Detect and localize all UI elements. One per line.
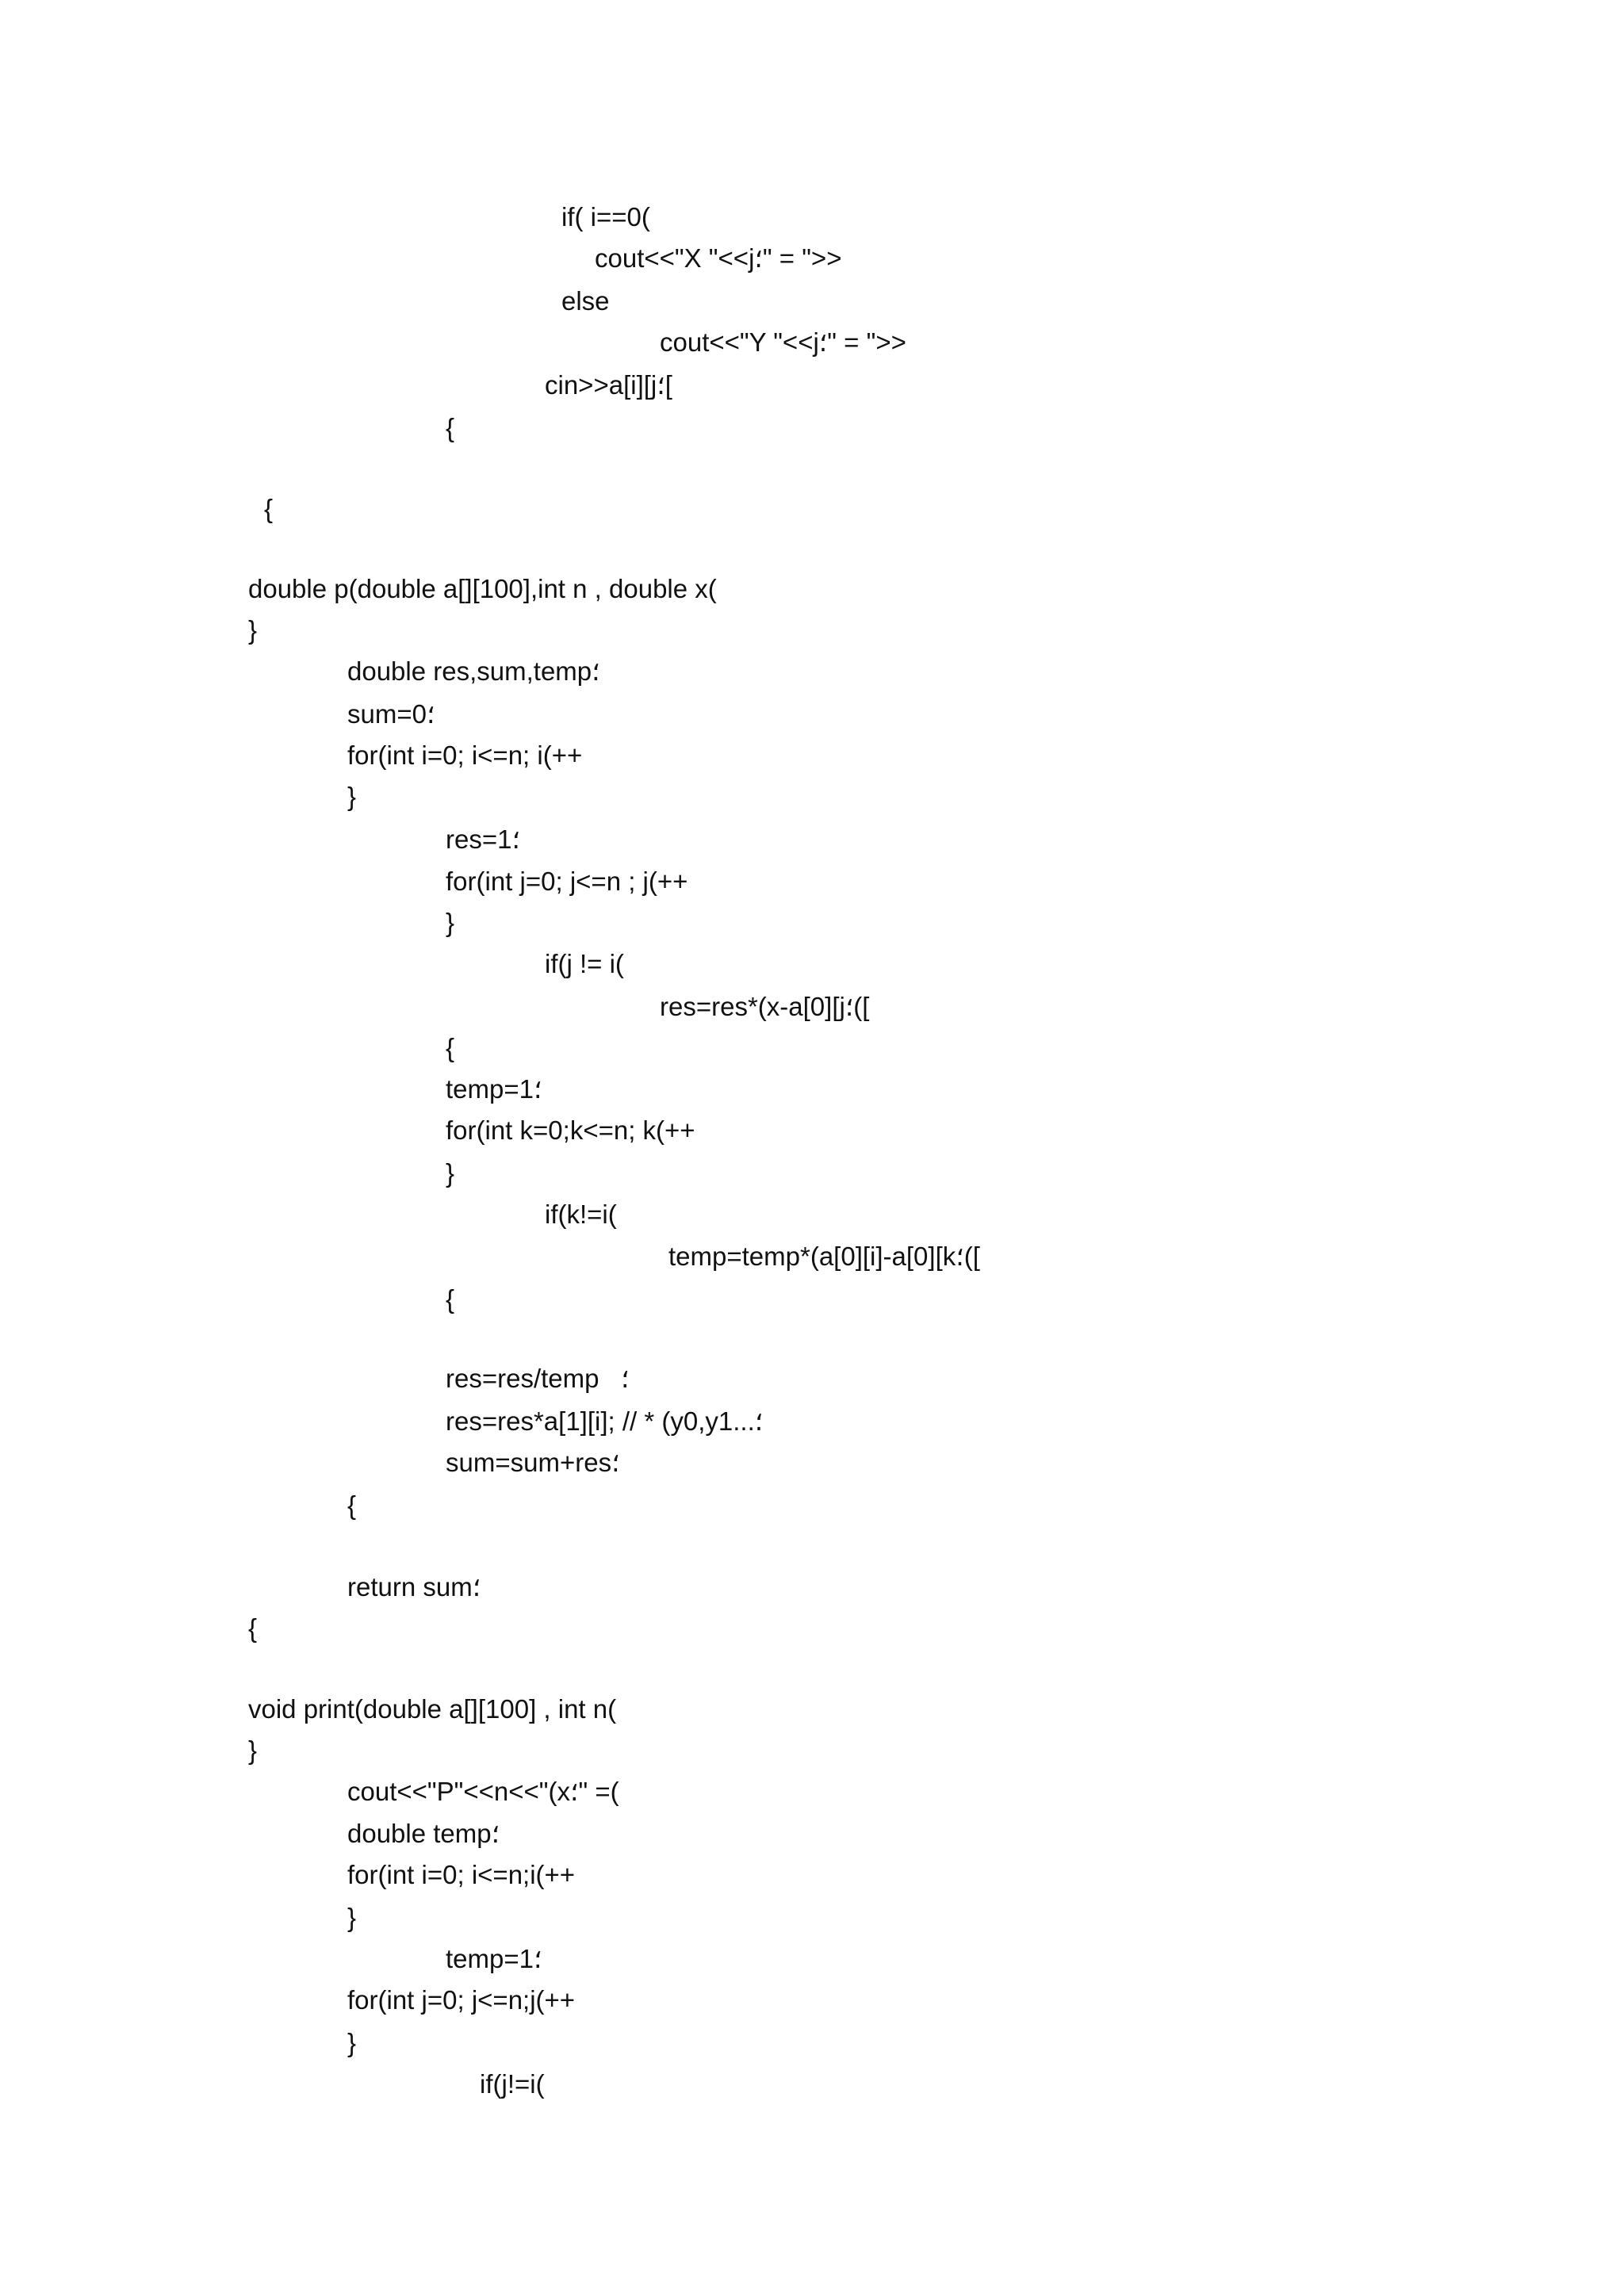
code-line: } bbox=[248, 1735, 258, 1765]
code-line: temp=temp*(a[0][i]-a[0][k؛([ bbox=[668, 1242, 980, 1271]
code-line: sum=sum+res؛ bbox=[446, 1448, 620, 1477]
code-line: cin>>a[i][j؛[ bbox=[545, 370, 672, 400]
code-line: return sum؛ bbox=[347, 1572, 481, 1601]
code-line: res=res*a[1][i]; // * (y0,y1...؛ bbox=[446, 1406, 764, 1436]
code-line: } bbox=[347, 782, 357, 811]
code-line: { bbox=[446, 1033, 455, 1062]
code-line: } bbox=[446, 1158, 455, 1188]
code-line: { bbox=[264, 494, 274, 523]
code-line: { bbox=[446, 413, 455, 442]
code-line: temp=1؛ bbox=[446, 1074, 542, 1104]
code-line: if(j!=i( bbox=[480, 2069, 545, 2099]
code-line: if(k!=i( bbox=[545, 1200, 617, 1229]
code-line: if(j != i( bbox=[545, 949, 624, 978]
code-line: temp=1؛ bbox=[446, 1944, 542, 1973]
code-line: else bbox=[561, 286, 610, 316]
code-line: double p(double a[][100],int n , double x( bbox=[248, 574, 717, 603]
code-line: for(int i=0; i<=n;i(++ bbox=[347, 1860, 576, 1889]
code-line: res=res*(x-a[0][j؛([ bbox=[660, 992, 870, 1021]
code-line: void print(double a[][100] , int n( bbox=[248, 1694, 617, 1724]
code-line: } bbox=[347, 2028, 357, 2057]
code-line: for(int j=0; j<=n ; j(++ bbox=[446, 867, 688, 896]
code-line: double res,sum,temp؛ bbox=[347, 656, 600, 686]
code-line: for(int k=0;k<=n; k(++ bbox=[446, 1115, 695, 1145]
code-line: { bbox=[248, 1613, 258, 1643]
code-line: res=res/temp ؛ bbox=[446, 1364, 630, 1393]
code-line: double temp؛ bbox=[347, 1819, 500, 1848]
code-line: cout<<"Y "<<j؛" = ">> bbox=[660, 327, 906, 357]
code-line: cout<<"P"<<n<<"(x؛" =( bbox=[347, 1777, 619, 1806]
code-line: if( i==0( bbox=[561, 202, 650, 232]
code-line: { bbox=[446, 1284, 455, 1314]
code-line: for(int j=0; j<=n;j(++ bbox=[347, 1985, 576, 2015]
code-line: res=1؛ bbox=[446, 825, 520, 854]
code-line: for(int i=0; i<=n; i(++ bbox=[347, 740, 583, 770]
code-line: } bbox=[248, 615, 258, 645]
code-line: } bbox=[347, 1903, 357, 1932]
code-line: cout<<"X "<<j؛" = ">> bbox=[595, 243, 842, 273]
code-line: sum=0؛ bbox=[347, 699, 435, 729]
code-line: } bbox=[446, 908, 455, 937]
code-line: { bbox=[347, 1490, 357, 1520]
